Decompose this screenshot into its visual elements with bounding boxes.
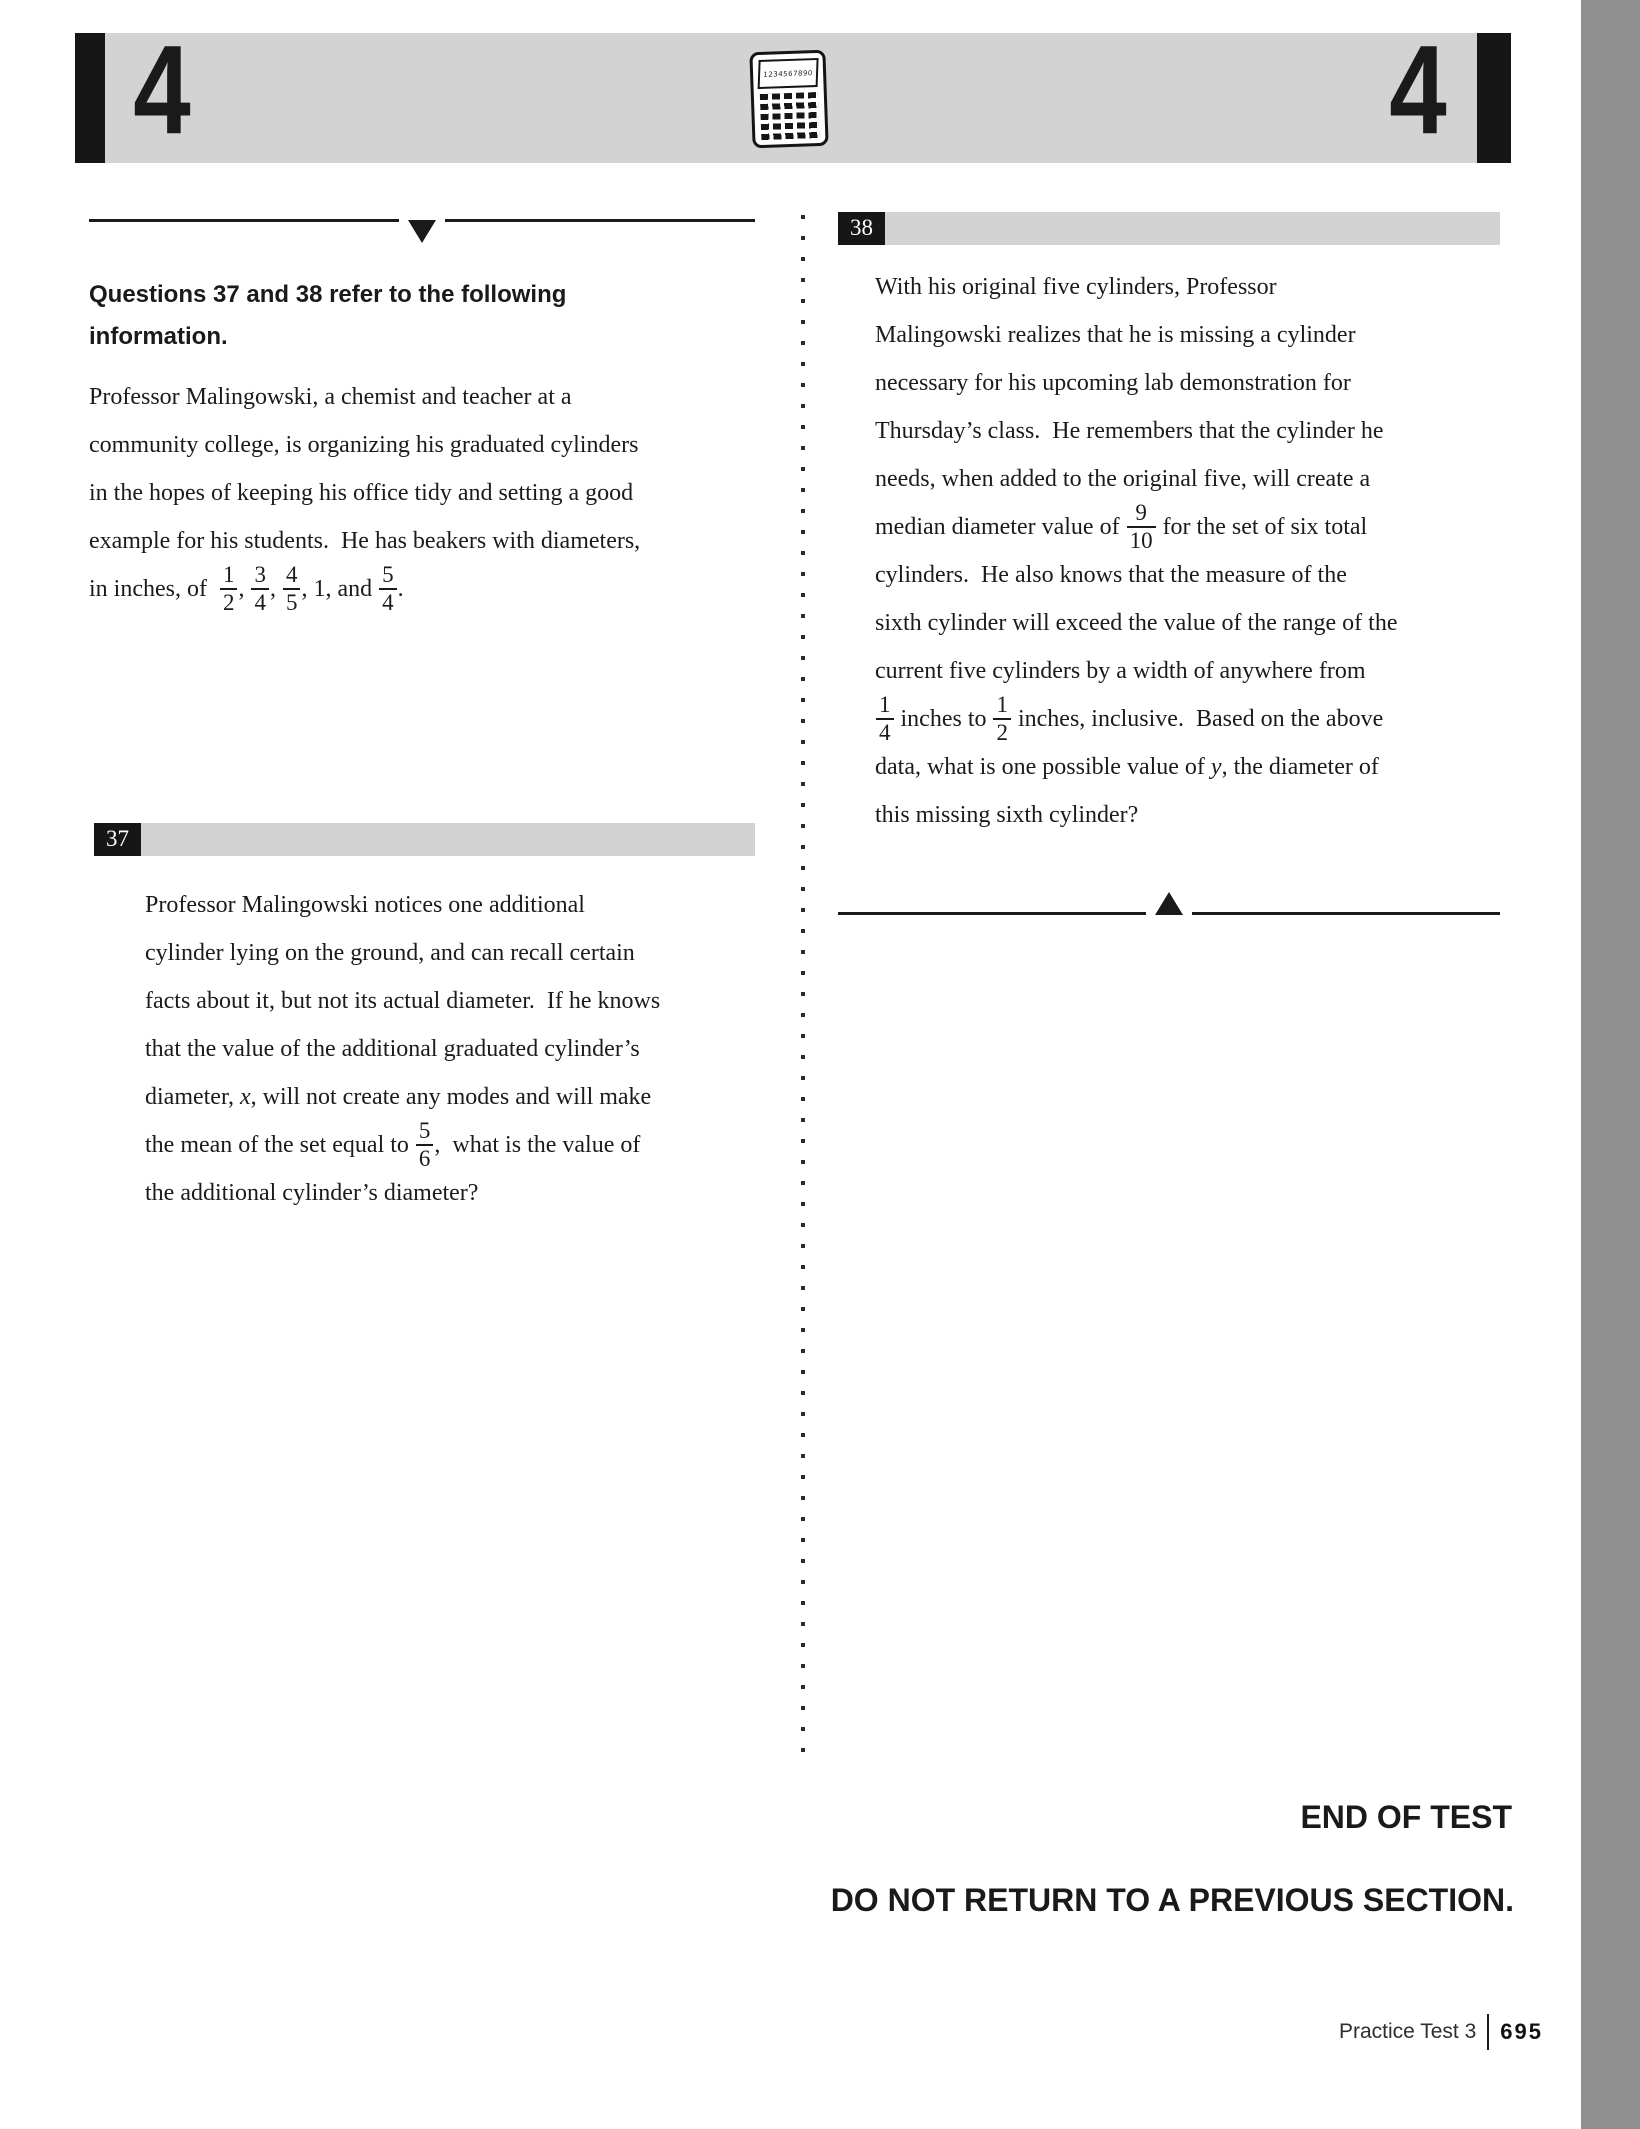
page-edge-strip	[1581, 0, 1640, 2129]
text-segment: , what is the value of	[434, 1131, 641, 1158]
fraction-denominator: 4	[251, 588, 269, 616]
fraction-numerator: 4	[285, 562, 298, 588]
fraction	[876, 692, 894, 746]
text-line: cylinders. He also knows that the measure of the	[875, 561, 1347, 588]
text-line: community college, is organizing his graduated cylinders	[89, 431, 639, 458]
triangle-down-icon	[408, 220, 436, 243]
header-right-black-bar	[1477, 33, 1511, 163]
column-divider-dotted	[801, 215, 805, 1752]
text-segment: , will not create any modes and will make	[250, 1083, 652, 1110]
text-segment: ,	[269, 575, 282, 602]
text-segment: , 1, and	[301, 575, 379, 602]
text-line	[875, 500, 1500, 553]
fraction-numerator: 9	[1135, 500, 1147, 526]
text-segment: for the set of six total	[1156, 513, 1368, 540]
section-number-left: 4	[133, 19, 191, 160]
triangle-up-icon	[1155, 892, 1183, 915]
fraction	[1127, 500, 1156, 554]
text-line: in the hopes of keeping his office tidy and setting a good	[89, 479, 634, 506]
text-line: facts about it, but not its actual diameter. If he knows	[145, 987, 661, 1014]
question-37-text	[145, 881, 760, 1217]
directions-heading-line1: Questions 37 and 38 refer to the following	[89, 281, 567, 308]
text-line: With his original five cylinders, Professor	[875, 273, 1277, 300]
text-line: Malingowski realizes that he is missing a cylinder	[875, 321, 1356, 348]
text-segment: the mean of the set equal to	[145, 1131, 415, 1158]
footer-divider	[1487, 2014, 1489, 2050]
text-line: this missing sixth cylinder?	[875, 801, 1139, 828]
variable-x: x	[240, 1083, 251, 1110]
fraction-denominator: 6	[416, 1144, 434, 1172]
text-line: needs, when added to the original five, will create a	[875, 465, 1371, 492]
header-left-black-bar	[75, 33, 105, 163]
text-segment: data, what is one possible value of	[875, 753, 1211, 780]
directions-heading-line2: information.	[89, 323, 228, 350]
fraction-numerator: 5	[418, 1118, 431, 1144]
text-line: the additional cylinder’s diameter?	[145, 1179, 479, 1206]
fraction-denominator: 4	[876, 718, 894, 746]
fraction-numerator: 1	[996, 692, 1008, 718]
practice-test-label: Practice Test 3	[1338, 2020, 1477, 2043]
text-segment: , the diameter of	[1221, 753, 1379, 780]
text-line	[145, 1073, 760, 1121]
fraction	[220, 562, 238, 616]
calculator-icon	[749, 50, 828, 149]
calculator-display: 1234567890	[758, 58, 819, 89]
rule-segment	[445, 219, 755, 222]
text-line	[875, 692, 1500, 745]
page-number: 695	[1500, 2019, 1543, 2044]
section-end-rule	[838, 900, 1500, 926]
fraction-numerator: 5	[382, 562, 394, 588]
directions-paragraph	[89, 373, 755, 613]
text-line: necessary for his upcoming lab demonstration for	[875, 369, 1351, 396]
question-37-number: 37	[94, 823, 141, 856]
text-line	[875, 743, 1500, 791]
page-footer	[1220, 2012, 1543, 2052]
text-segment: median diameter value of	[875, 513, 1126, 540]
text-segment: ,	[238, 575, 251, 602]
text-line: cylinder lying on the ground, and can recall certain	[145, 939, 635, 966]
text-segment: .	[397, 575, 404, 602]
text-segment: inches, inclusive. Based on the above	[1011, 705, 1384, 732]
rule-segment	[838, 912, 1146, 915]
text-line: that the value of the additional graduated cylinder’s	[145, 1035, 640, 1062]
fraction-numerator: 1	[879, 692, 891, 718]
fraction-denominator: 4	[379, 588, 397, 616]
directions-start-rule	[89, 207, 755, 233]
fraction	[283, 562, 301, 616]
fraction-denominator: 2	[220, 588, 238, 616]
fraction	[993, 692, 1011, 746]
do-not-return-label: DO NOT RETURN TO A PREVIOUS SECTION.	[830, 1882, 1514, 1918]
question-38-text	[875, 263, 1500, 839]
header-band	[75, 19, 1511, 163]
text-line: Professor Malingowski, a chemist and teacher at a	[89, 383, 572, 410]
fraction	[379, 562, 397, 616]
question-38-header	[838, 212, 1500, 245]
rule-segment	[1192, 912, 1500, 915]
text-line	[89, 562, 755, 615]
text-line: Thursday’s class. He remembers that the cylinder he	[875, 417, 1384, 444]
text-segment: diameter,	[145, 1083, 240, 1110]
fraction-denominator: 10	[1127, 526, 1156, 554]
text-line: current five cylinders by a width of anywhere from	[875, 657, 1366, 684]
text-segment: in inches, of	[89, 575, 219, 602]
text-line: sixth cylinder will exceed the value of the range of the	[875, 609, 1398, 636]
fraction-numerator: 1	[222, 562, 235, 588]
variable-y: y	[1210, 753, 1222, 780]
fraction-numerator: 3	[254, 562, 266, 588]
text-segment: inches to	[894, 705, 993, 732]
fraction	[416, 1118, 434, 1172]
directions-heading	[89, 274, 755, 358]
question-37-header	[94, 823, 755, 856]
question-38-number: 38	[838, 212, 885, 245]
fraction	[251, 562, 269, 616]
end-of-test-label: END OF TEST	[1300, 1799, 1512, 1835]
fraction-denominator: 2	[993, 718, 1011, 746]
text-line: example for his students. He has beakers with diameters,	[89, 527, 641, 554]
section-number-right: 4	[1389, 19, 1447, 160]
text-line	[145, 1118, 760, 1171]
calculator-keys	[760, 92, 820, 141]
text-line: Professor Malingowski notices one additional	[145, 891, 585, 918]
fraction-denominator: 5	[283, 588, 301, 616]
rule-segment	[89, 219, 399, 222]
